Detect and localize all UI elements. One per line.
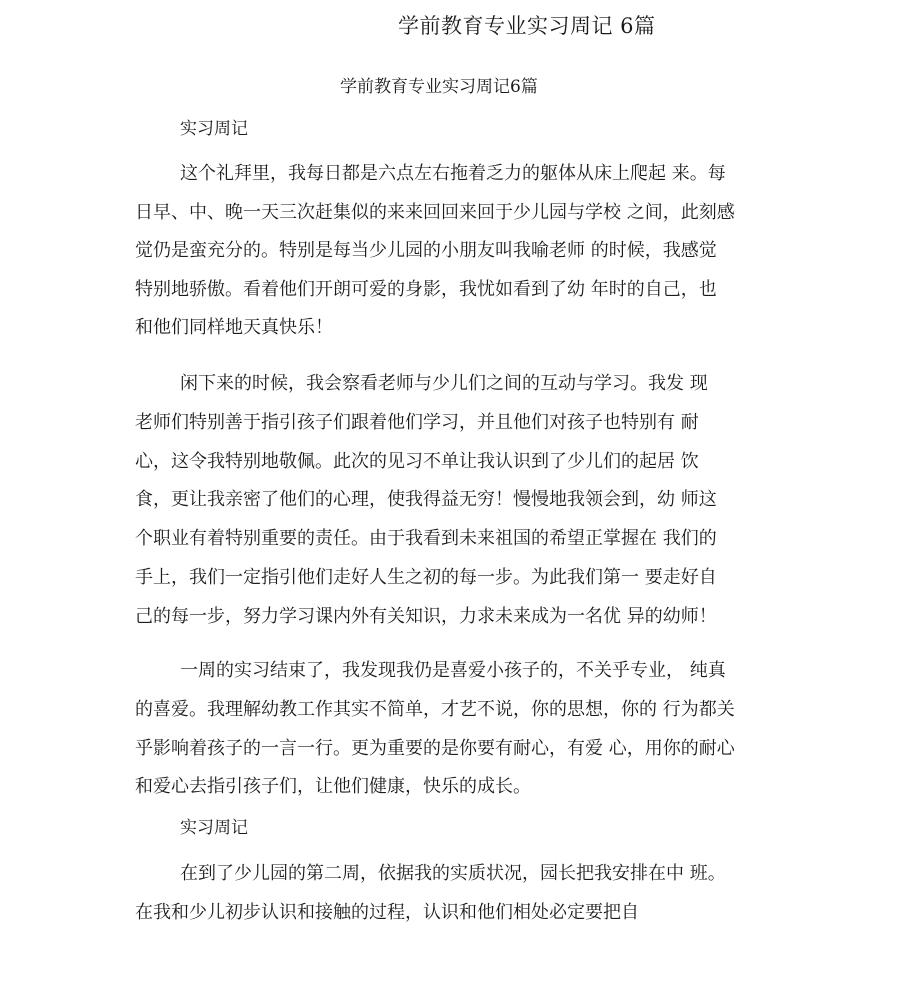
section-heading: 实习周记 <box>180 818 248 838</box>
text-line: 和爱心去指引孩子们，让他们健康，快乐的成长。 <box>135 776 531 798</box>
text-line: 在到了少儿园的第二周，依据我的实质状况，园长把我安排在中 班。 <box>180 863 726 884</box>
text-line: 老师们特别善于指引孩子们跟着他们学习，并且他们对孩子也特别有 耐 <box>135 411 699 433</box>
text-line: 和他们同样地天真快乐！ <box>135 317 333 338</box>
paragraph <box>135 155 765 348</box>
document-title: 学前教育专业实习周记 6篇 <box>398 14 656 38</box>
text-line: 特别地骄傲。看着他们开朗可爱的身影，我忧如看到了幼 年时的自己，也 <box>135 278 717 300</box>
text-line: 觉仍是蛮充分的。特别是每当少儿园的小朋友叫我喻老师 的时候，我感觉 <box>135 240 717 261</box>
text-line: 在我和少儿初步认识和接触的过程，认识和他们相处必定要把自 <box>135 901 639 923</box>
document-subtitle: 学前教育专业实习周记6篇 <box>340 77 538 97</box>
text-line: 乎影响着孩子的一言一行。更为重要的是你要有耐心，有爱 心，用你的耐心 <box>135 737 735 759</box>
text-line: 手上，我们一定指引他们走好人生之初的每一步。为此我们第一 要走好自 <box>135 566 717 588</box>
text-line: 闲下来的时候，我会察看老师与少儿们之间的互动与学习。我发 现 <box>180 373 708 394</box>
text-line: 食，更让我亲密了他们的心理，使我得益无穷！慢慢地我领会到，幼 师这 <box>135 489 717 511</box>
text-line: 的喜爱。我理解幼教工作其实不简单，才艺不说，你的思想，你的 行为都关 <box>135 698 735 720</box>
paragraph <box>135 652 765 807</box>
paragraph <box>135 365 765 637</box>
text-line: 己的每一步，努力学习课内外有关知识，力求未来成为一名优 异的幼师！ <box>135 605 717 627</box>
text-line: 一周的实习结束了，我发现我仍是喜爱小孩子的，不关乎专业， 纯真 <box>180 660 726 681</box>
text-line: 这个礼拜里，我每日都是六点左右拖着乏力的躯体从床上爬起 来。每 <box>180 163 726 184</box>
text-line: 个职业有着特别重要的责任。由于我看到未来祖国的希望正掌握在 我们的 <box>135 528 717 550</box>
text-line: 日早、中、晚一天三次赶集似的来来回回来回于少儿园与学校 之间，此刻感 <box>135 201 735 223</box>
paragraph <box>135 855 765 932</box>
text-line: 心，这令我特别地敬佩。此次的见习不单让我认识到了少儿们的起居 饮 <box>135 450 699 472</box>
section-heading: 实习周记 <box>180 119 248 139</box>
